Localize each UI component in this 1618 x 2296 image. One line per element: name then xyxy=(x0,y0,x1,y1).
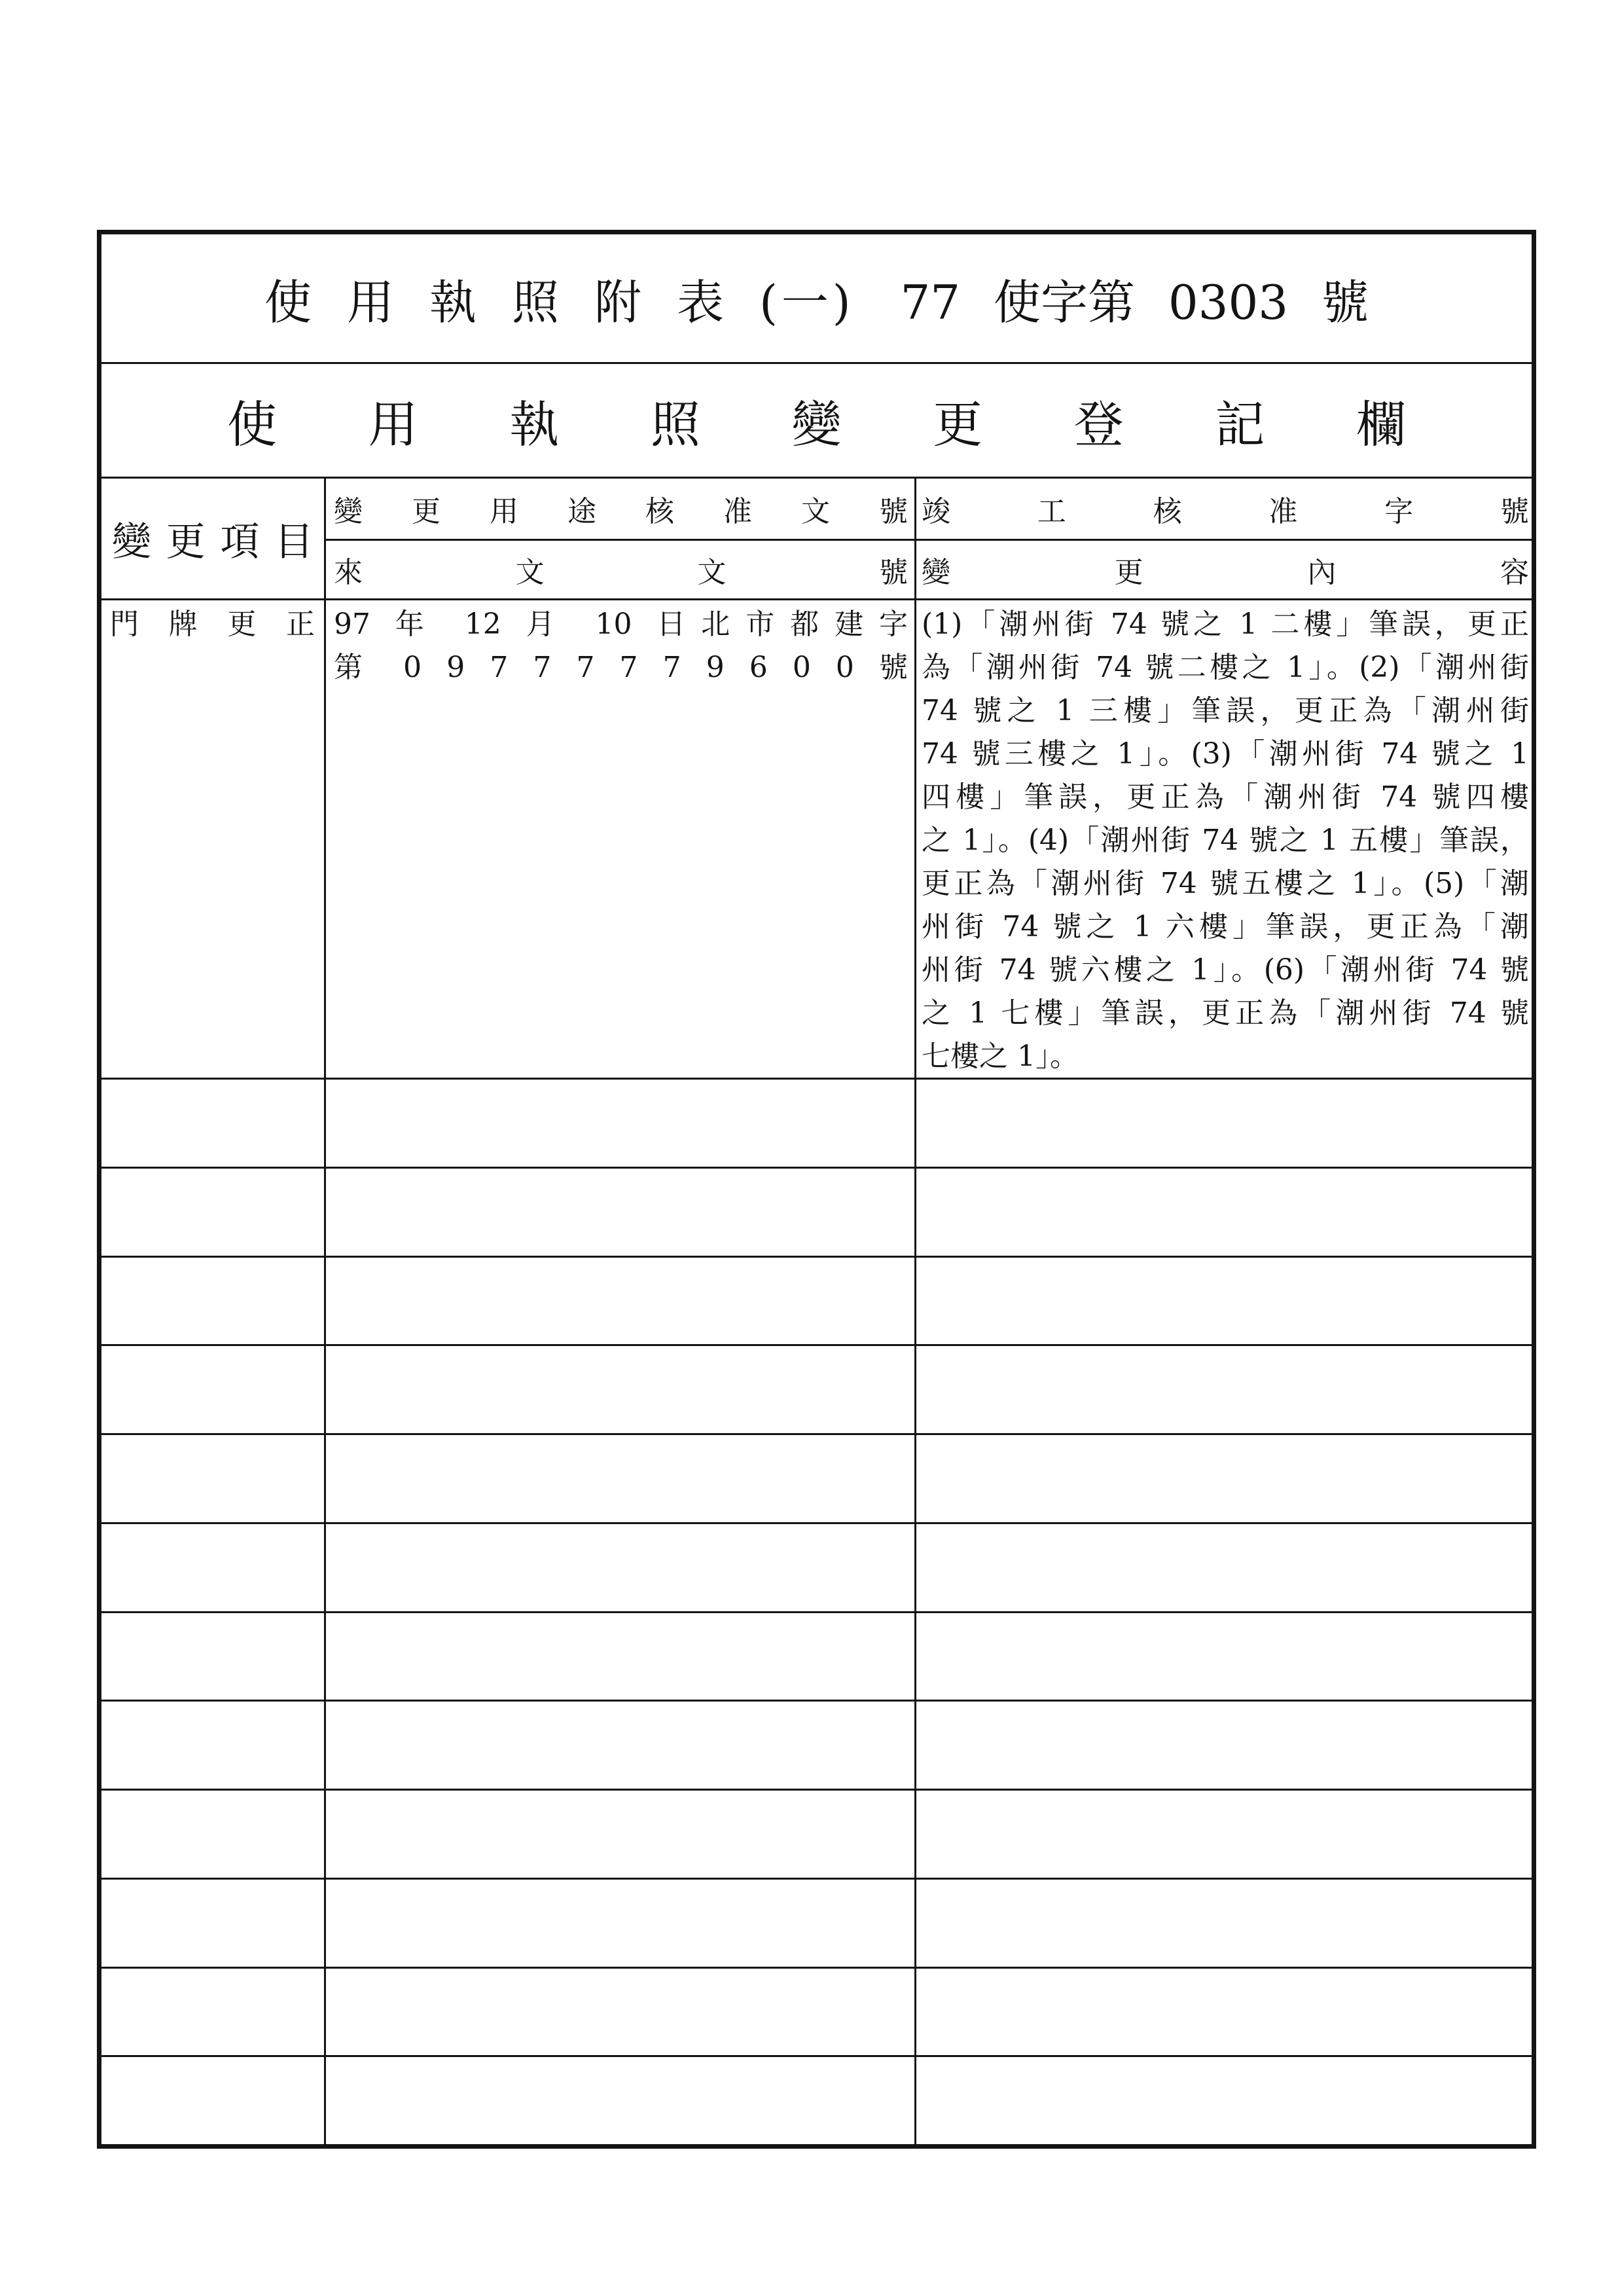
empty-cell-doc-number xyxy=(326,1346,914,1433)
empty-cell-change-item xyxy=(101,1169,324,1256)
empty-cell-change-item xyxy=(101,1435,324,1522)
header-completion-approval-no xyxy=(916,479,1532,539)
change-content-line: 更正為「潮州街 74 號五樓之 1」。(5)「潮 xyxy=(922,867,1529,900)
empty-cell-doc-number xyxy=(326,1524,914,1611)
empty-cell-change-item xyxy=(101,1524,324,1611)
title-row xyxy=(101,234,1532,362)
change-content-line: 74 號三樓之 1」。(3)「潮州街 74 號之 1 xyxy=(922,737,1529,771)
empty-cell-doc-number xyxy=(326,2057,914,2144)
empty-cell-change-content xyxy=(916,1613,1532,1700)
doc-number-line: 97 年 12 月 10 日北市都建字 xyxy=(334,608,908,641)
empty-cell-change-content xyxy=(916,1435,1532,1522)
empty-cell-change-content xyxy=(916,1080,1532,1167)
empty-cell-change-item xyxy=(101,1880,324,1967)
empty-cell-change-item xyxy=(101,1969,324,2056)
empty-cell-doc-number xyxy=(326,1969,914,2056)
header-change-item-label: 變更項目 xyxy=(112,519,314,565)
change-content-line: 74 號之 1 三樓」筆誤，更正為「潮州街 xyxy=(922,694,1529,727)
change-content-line: 七樓之 1」。 xyxy=(922,1040,1079,1073)
change-content-line: 為「潮州街 74 號二樓之 1」。(2)「潮州街 xyxy=(922,651,1529,684)
change-content-line: 之 1 七樓」筆誤，更正為「潮州街 74 號 xyxy=(922,996,1529,1030)
empty-cell-change-item xyxy=(101,1080,324,1167)
header-approval-doc-no-label: 變更用途核准文號 xyxy=(334,495,908,528)
empty-cell-change-content xyxy=(916,1969,1532,2056)
change-content-line: 之 1」。(4)「潮州街 74 號之 1 五樓」筆誤， xyxy=(922,824,1529,857)
permit-number: 77 使字第 0303 號 xyxy=(900,274,1369,330)
empty-cell-change-content xyxy=(916,1258,1532,1345)
empty-cell-change-item xyxy=(101,1346,324,1433)
empty-cell-doc-number xyxy=(326,1080,914,1167)
change-content-line: 州街 74 號之 1 六樓」筆誤，更正為「潮 xyxy=(922,910,1529,943)
empty-cell-doc-number xyxy=(326,1791,914,1878)
form-part: (一) xyxy=(759,274,855,330)
permit-attachment-table xyxy=(97,230,1536,2149)
entry-doc-number xyxy=(326,600,914,1078)
change-content-line: (1)「潮州街 74 號之 1 二樓」筆誤，更正 xyxy=(922,608,1529,641)
empty-cell-change-content xyxy=(916,2057,1532,2144)
change-content-line: 州街 74 號六樓之 1」。(6)「潮州街 74 號 xyxy=(922,953,1529,987)
empty-cell-change-content xyxy=(916,1702,1532,1789)
empty-cell-change-item xyxy=(101,1791,324,1878)
doc-number-line: 第 0 9 7 7 7 7 7 9 6 0 0 號 xyxy=(334,651,908,684)
header-change-item xyxy=(101,479,324,598)
entry-change-content xyxy=(916,600,1532,1078)
empty-cell-doc-number xyxy=(326,1880,914,1967)
header-incoming-doc-no-label: 來文文號 xyxy=(334,556,908,589)
entry-change-item-text: 門牌更正 xyxy=(110,608,315,641)
header-change-content xyxy=(916,541,1532,598)
form-name: 使用執照附表 xyxy=(264,274,760,330)
header-change-content-label: 變更內容 xyxy=(922,556,1529,589)
change-content-line: 四樓」筆誤，更正為「潮州街 74 號四樓 xyxy=(922,780,1529,814)
empty-cell-change-content xyxy=(916,1791,1532,1878)
header-incoming-doc-no xyxy=(326,541,914,598)
empty-cell-doc-number xyxy=(326,1435,914,1522)
header-approval-doc-no xyxy=(326,479,914,539)
empty-cell-doc-number xyxy=(326,1702,914,1789)
empty-cell-doc-number xyxy=(326,1169,914,1256)
section-title: 使用執照變更登記欄 xyxy=(227,395,1406,454)
empty-cell-change-item xyxy=(101,1613,324,1700)
empty-cell-change-content xyxy=(916,1880,1532,1967)
empty-cell-change-content xyxy=(916,1169,1532,1256)
section-title-row xyxy=(101,364,1532,477)
empty-cell-doc-number xyxy=(326,1258,914,1345)
empty-cell-doc-number xyxy=(326,1613,914,1700)
entry-change-item xyxy=(101,600,324,1078)
empty-cell-change-item xyxy=(101,1258,324,1345)
header-completion-approval-no-label: 竣工核准字號 xyxy=(922,495,1529,528)
empty-cell-change-content xyxy=(916,1524,1532,1611)
empty-cell-change-item xyxy=(101,2057,324,2144)
empty-cell-change-item xyxy=(101,1702,324,1789)
empty-cell-change-content xyxy=(916,1346,1532,1433)
